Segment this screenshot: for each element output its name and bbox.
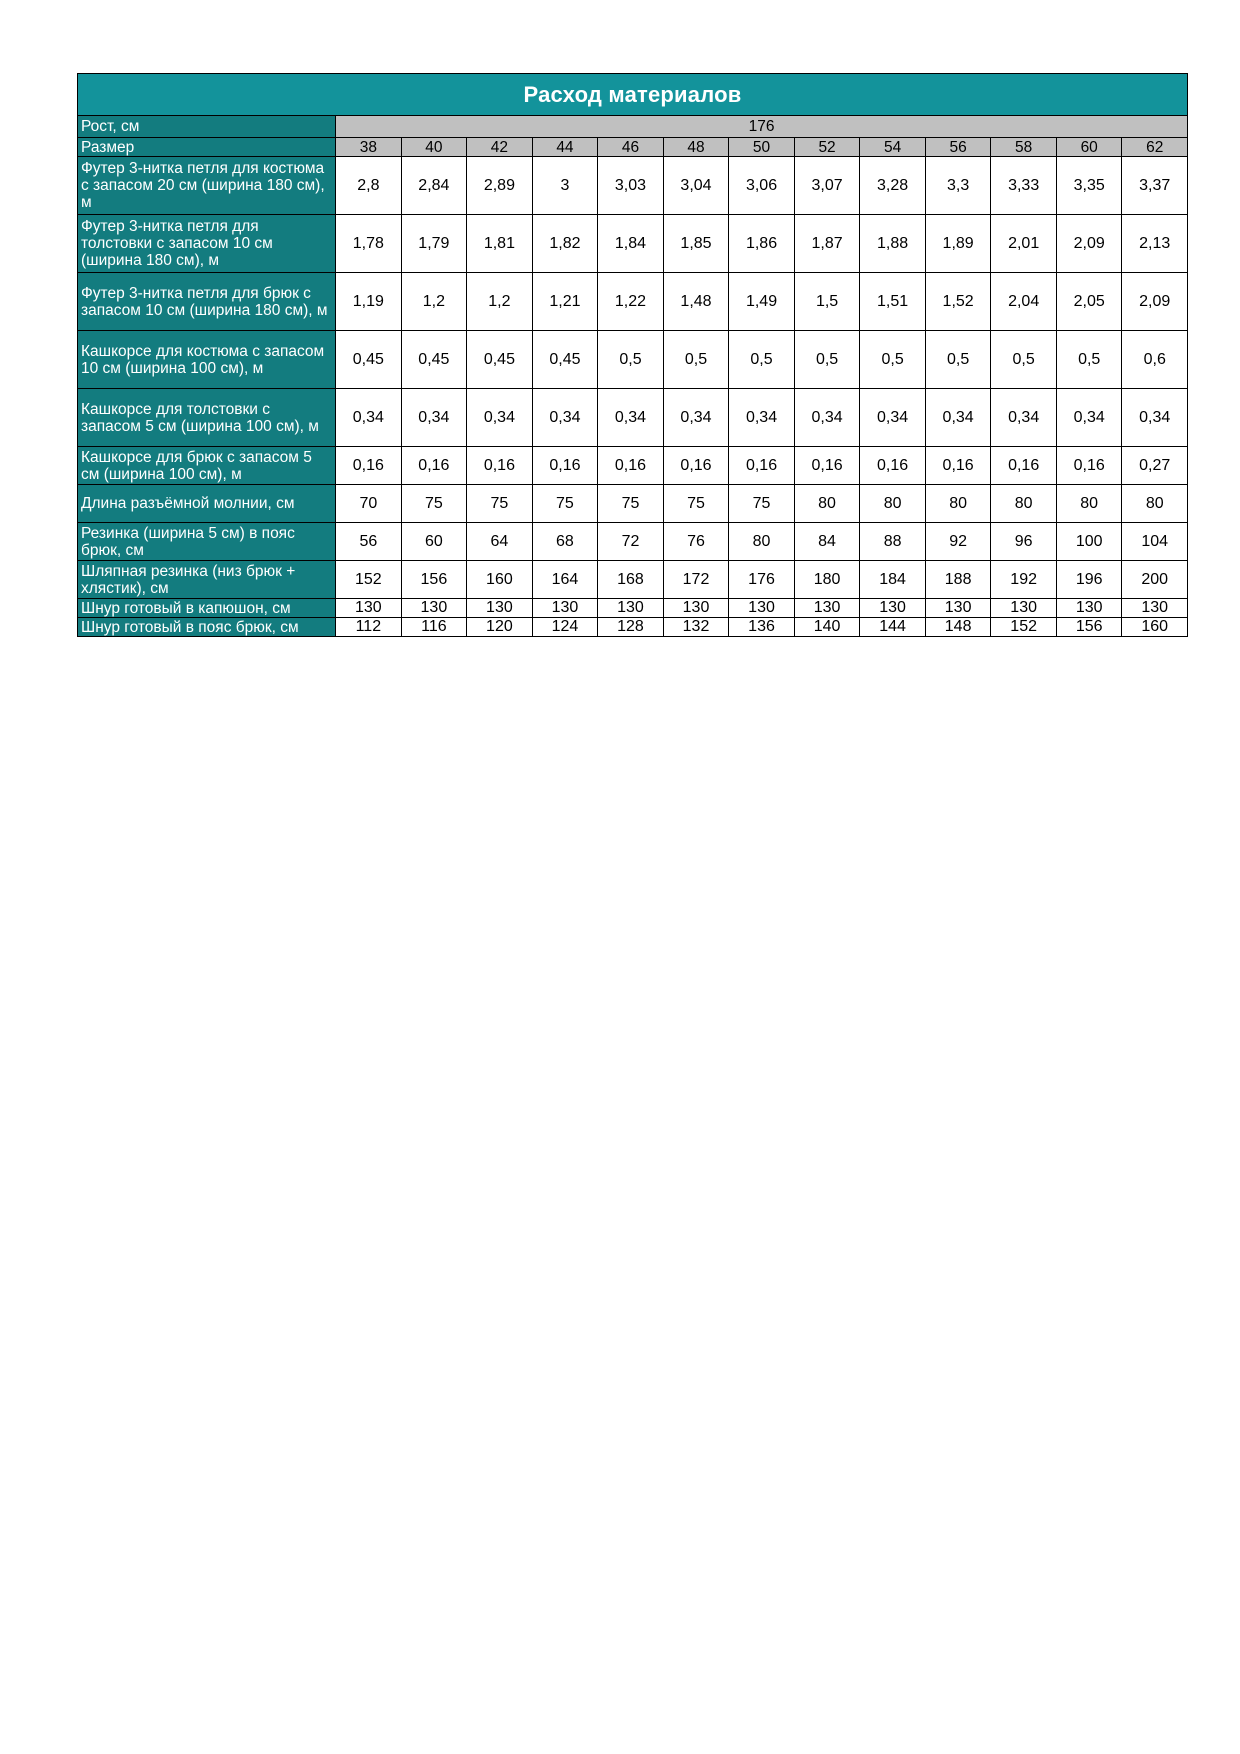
value-cell: 172 — [663, 561, 729, 599]
row-label: Кашкорсе для толстовки с запасом 5 см (ширина 100 см), м — [78, 389, 336, 447]
value-cell: 0,5 — [991, 331, 1057, 389]
value-cell: 130 — [991, 599, 1057, 618]
value-cell: 1,84 — [598, 215, 664, 273]
value-cell: 120 — [467, 618, 533, 637]
value-cell: 0,16 — [532, 447, 598, 485]
value-cell: 0,34 — [1122, 389, 1188, 447]
value-cell: 196 — [1056, 561, 1122, 599]
size-cell: 50 — [729, 138, 795, 157]
value-cell: 130 — [598, 599, 664, 618]
value-cell: 72 — [598, 523, 664, 561]
value-cell: 200 — [1122, 561, 1188, 599]
table-row — [78, 273, 1188, 331]
value-cell: 168 — [598, 561, 664, 599]
value-cell: 152 — [991, 618, 1057, 637]
value-cell: 68 — [532, 523, 598, 561]
value-cell: 144 — [860, 618, 926, 637]
value-cell: 80 — [860, 485, 926, 523]
value-cell: 148 — [925, 618, 991, 637]
value-cell: 112 — [336, 618, 402, 637]
value-cell: 1,88 — [860, 215, 926, 273]
value-cell: 3,3 — [925, 157, 991, 215]
value-cell: 0,16 — [598, 447, 664, 485]
value-cell: 76 — [663, 523, 729, 561]
size-cell: 48 — [663, 138, 729, 157]
value-cell: 0,16 — [663, 447, 729, 485]
value-cell: 0,16 — [401, 447, 467, 485]
table-row — [78, 447, 1188, 485]
value-cell: 2,09 — [1122, 273, 1188, 331]
value-cell: 0,16 — [336, 447, 402, 485]
value-cell: 1,52 — [925, 273, 991, 331]
value-cell: 2,09 — [1056, 215, 1122, 273]
value-cell: 96 — [991, 523, 1057, 561]
value-cell: 1,79 — [401, 215, 467, 273]
size-cell: 42 — [467, 138, 533, 157]
table-row — [78, 331, 1188, 389]
value-cell: 152 — [336, 561, 402, 599]
value-cell: 128 — [598, 618, 664, 637]
value-cell: 3,06 — [729, 157, 795, 215]
value-cell: 3,33 — [991, 157, 1057, 215]
value-cell: 56 — [336, 523, 402, 561]
height-value: 176 — [336, 116, 1188, 138]
size-cell: 56 — [925, 138, 991, 157]
value-cell: 75 — [532, 485, 598, 523]
value-cell: 1,22 — [598, 273, 664, 331]
value-cell: 160 — [1122, 618, 1188, 637]
value-cell: 1,5 — [794, 273, 860, 331]
value-cell: 130 — [860, 599, 926, 618]
size-cell: 40 — [401, 138, 467, 157]
value-cell: 0,5 — [925, 331, 991, 389]
value-cell: 1,87 — [794, 215, 860, 273]
value-cell: 80 — [794, 485, 860, 523]
value-cell: 2,8 — [336, 157, 402, 215]
value-cell: 1,2 — [467, 273, 533, 331]
value-cell: 0,5 — [598, 331, 664, 389]
value-cell: 64 — [467, 523, 533, 561]
value-cell: 136 — [729, 618, 795, 637]
value-cell: 1,2 — [401, 273, 467, 331]
value-cell: 0,5 — [663, 331, 729, 389]
value-cell: 1,19 — [336, 273, 402, 331]
value-cell: 80 — [925, 485, 991, 523]
size-cell: 60 — [1056, 138, 1122, 157]
value-cell: 130 — [729, 599, 795, 618]
size-cell: 38 — [336, 138, 402, 157]
value-cell: 160 — [467, 561, 533, 599]
value-cell: 132 — [663, 618, 729, 637]
value-cell: 2,84 — [401, 157, 467, 215]
value-cell: 130 — [1056, 599, 1122, 618]
value-cell: 3,37 — [1122, 157, 1188, 215]
value-cell: 2,05 — [1056, 273, 1122, 331]
value-cell: 3,04 — [663, 157, 729, 215]
value-cell: 0,45 — [401, 331, 467, 389]
value-cell: 70 — [336, 485, 402, 523]
row-label: Футер 3-нитка петля для костюма с запасом 20 см (ширина 180 см), м — [78, 157, 336, 215]
value-cell: 100 — [1056, 523, 1122, 561]
value-cell: 176 — [729, 561, 795, 599]
row-label: Шнур готовый в капюшон, см — [78, 599, 336, 618]
table-row — [78, 599, 1188, 618]
value-cell: 130 — [925, 599, 991, 618]
size-cell: 44 — [532, 138, 598, 157]
value-cell: 0,16 — [925, 447, 991, 485]
value-cell: 0,34 — [598, 389, 664, 447]
size-cell: 54 — [860, 138, 926, 157]
value-cell: 75 — [401, 485, 467, 523]
row-label: Шляпная резинка (низ брюк + хлястик), см — [78, 561, 336, 599]
size-label: Размер — [78, 138, 336, 157]
value-cell: 0,16 — [1056, 447, 1122, 485]
table-row — [78, 157, 1188, 215]
value-cell: 1,21 — [532, 273, 598, 331]
value-cell: 1,86 — [729, 215, 795, 273]
value-cell: 3,07 — [794, 157, 860, 215]
value-cell: 0,34 — [467, 389, 533, 447]
value-cell: 3,35 — [1056, 157, 1122, 215]
value-cell: 0,5 — [729, 331, 795, 389]
value-cell: 1,51 — [860, 273, 926, 331]
value-cell: 2,01 — [991, 215, 1057, 273]
row-label: Кашкорсе для брюк с запасом 5 см (ширина 100 см), м — [78, 447, 336, 485]
value-cell: 130 — [663, 599, 729, 618]
value-cell: 156 — [1056, 618, 1122, 637]
value-cell: 80 — [991, 485, 1057, 523]
value-cell: 0,34 — [794, 389, 860, 447]
value-cell: 130 — [336, 599, 402, 618]
value-cell: 2,04 — [991, 273, 1057, 331]
materials-table — [77, 73, 1188, 637]
value-cell: 140 — [794, 618, 860, 637]
value-cell: 104 — [1122, 523, 1188, 561]
value-cell: 0,34 — [401, 389, 467, 447]
row-label: Длина разъёмной молнии, см — [78, 485, 336, 523]
value-cell: 75 — [729, 485, 795, 523]
value-cell: 84 — [794, 523, 860, 561]
value-cell: 0,45 — [336, 331, 402, 389]
value-cell: 1,48 — [663, 273, 729, 331]
value-cell: 130 — [467, 599, 533, 618]
value-cell: 80 — [1056, 485, 1122, 523]
size-cell: 52 — [794, 138, 860, 157]
value-cell: 1,85 — [663, 215, 729, 273]
value-cell: 80 — [1122, 485, 1188, 523]
value-cell: 0,16 — [729, 447, 795, 485]
value-cell: 60 — [401, 523, 467, 561]
value-cell: 192 — [991, 561, 1057, 599]
table-row — [78, 485, 1188, 523]
value-cell: 130 — [532, 599, 598, 618]
row-label: Футер 3-нитка петля для толстовки с запасом 10 см (ширина 180 см), м — [78, 215, 336, 273]
size-row — [78, 138, 1188, 157]
value-cell: 3,28 — [860, 157, 926, 215]
value-cell: 164 — [532, 561, 598, 599]
value-cell: 184 — [860, 561, 926, 599]
value-cell: 1,82 — [532, 215, 598, 273]
value-cell: 75 — [663, 485, 729, 523]
row-label: Кашкорсе для костюма с запасом 10 см (ширина 100 см), м — [78, 331, 336, 389]
value-cell: 156 — [401, 561, 467, 599]
value-cell: 2,13 — [1122, 215, 1188, 273]
value-cell: 80 — [729, 523, 795, 561]
value-cell: 0,5 — [860, 331, 926, 389]
value-cell: 0,34 — [1056, 389, 1122, 447]
value-cell: 130 — [401, 599, 467, 618]
table-row — [78, 389, 1188, 447]
table-row — [78, 523, 1188, 561]
value-cell: 0,34 — [991, 389, 1057, 447]
value-cell: 0,27 — [1122, 447, 1188, 485]
value-cell: 0,45 — [467, 331, 533, 389]
height-label: Рост, см — [78, 116, 336, 138]
value-cell: 180 — [794, 561, 860, 599]
value-cell: 3 — [532, 157, 598, 215]
value-cell: 0,16 — [467, 447, 533, 485]
row-label: Шнур готовый в пояс брюк, см — [78, 618, 336, 637]
title-row — [78, 74, 1188, 116]
size-cell: 46 — [598, 138, 664, 157]
value-cell: 0,34 — [860, 389, 926, 447]
value-cell: 92 — [925, 523, 991, 561]
row-label: Футер 3-нитка петля для брюк с запасом 10 см (ширина 180 см), м — [78, 273, 336, 331]
value-cell: 75 — [467, 485, 533, 523]
value-cell: 1,49 — [729, 273, 795, 331]
value-cell: 0,16 — [991, 447, 1057, 485]
value-cell: 3,03 — [598, 157, 664, 215]
value-cell: 116 — [401, 618, 467, 637]
size-cell: 62 — [1122, 138, 1188, 157]
value-cell: 1,78 — [336, 215, 402, 273]
value-cell: 0,34 — [729, 389, 795, 447]
value-cell: 0,45 — [532, 331, 598, 389]
value-cell: 130 — [794, 599, 860, 618]
row-label: Резинка (ширина 5 см) в пояс брюк, см — [78, 523, 336, 561]
value-cell: 0,34 — [336, 389, 402, 447]
value-cell: 0,16 — [794, 447, 860, 485]
value-cell: 0,34 — [925, 389, 991, 447]
value-cell: 124 — [532, 618, 598, 637]
height-row — [78, 116, 1188, 138]
table-row — [78, 561, 1188, 599]
value-cell: 0,34 — [532, 389, 598, 447]
value-cell: 0,6 — [1122, 331, 1188, 389]
materials-sheet — [77, 73, 1188, 637]
table-row — [78, 618, 1188, 637]
value-cell: 2,89 — [467, 157, 533, 215]
value-cell: 0,34 — [663, 389, 729, 447]
size-cell: 58 — [991, 138, 1057, 157]
value-cell: 0,5 — [1056, 331, 1122, 389]
value-cell: 188 — [925, 561, 991, 599]
value-cell: 130 — [1122, 599, 1188, 618]
value-cell: 1,89 — [925, 215, 991, 273]
value-cell: 1,81 — [467, 215, 533, 273]
value-cell: 0,16 — [860, 447, 926, 485]
value-cell: 75 — [598, 485, 664, 523]
table-row — [78, 215, 1188, 273]
value-cell: 88 — [860, 523, 926, 561]
table-title: Расход материалов — [78, 74, 1188, 116]
value-cell: 0,5 — [794, 331, 860, 389]
